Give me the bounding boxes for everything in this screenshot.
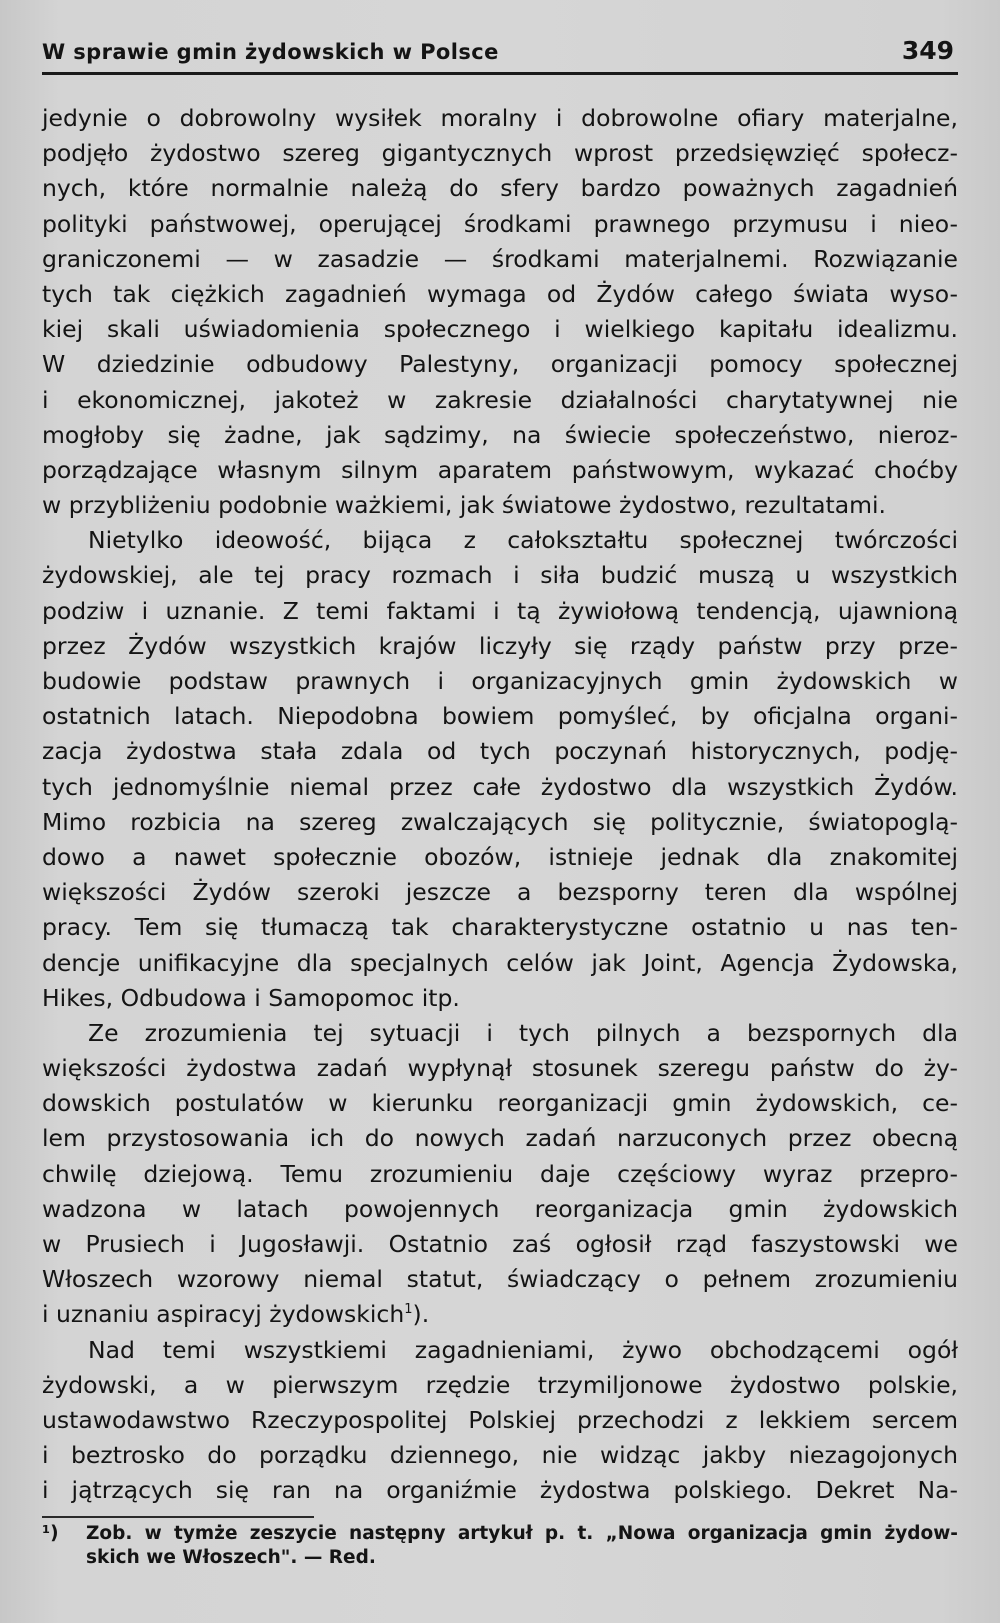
text-line: tych tak ciężkich zagadnień wymaga od Żydów całego świata wyso- (42, 279, 958, 308)
page-header (42, 36, 958, 72)
text-line: tych jednomyślnie niemal przez całe żydostwo dla wszystkich Żydów. (42, 772, 958, 801)
footnote-line: skich we Włoszech". — Red. (86, 1547, 376, 1568)
text-line: Hikes, Odbudowa i Samopomoc itp. (42, 983, 460, 1012)
text-line: i jątrzących się ran na organiźmie żydostwa polskiego. Dekret Na- (42, 1476, 958, 1505)
body-text (42, 101, 958, 1509)
footnote (42, 1522, 958, 1570)
text-line-with-footnote-ref (42, 1297, 958, 1332)
footnote-marker: ¹) (42, 1523, 59, 1544)
text-line: pracy. Tem się tłumaczą tak charakterystyczne ostatnio u nas ten- (42, 913, 958, 942)
footnote-reference: 1 (404, 1302, 413, 1318)
text-line: dowskich postulatów w kierunku reorganizacji gmin żydowskich, ce- (42, 1089, 958, 1118)
text-line: Mimo rozbicia na szereg zwalczających się politycznie, światopoglą- (42, 807, 958, 836)
page-number: 349 (901, 36, 954, 65)
text-line: jedynie o dobrowolny wysiłek moralny i dobrowolne ofiary materjalne, (42, 104, 958, 132)
text-line: większości żydostwa zadań wypłynął stosunek szeregu państw do ży- (42, 1054, 958, 1083)
text-line: żydowski, a w pierwszym rzędzie trzymiljonowe żydostwo polskie, (42, 1370, 958, 1399)
paragraph-start: Ze zrozumienia tej sytuacji i tych pilnych a bezspornych dla (88, 1018, 958, 1047)
text-line: polityki państwowej, operującej środkami prawnego przymusu i nieo- (42, 209, 958, 238)
text-line: i beztrosko do porządku dziennego, nie widząc jakby niezagojonych (42, 1441, 958, 1470)
text-line: budowie podstaw prawnych i organizacyjnych gmin żydowskich w (42, 667, 958, 695)
text-line: dowo a nawet społecznie obozów, istnieje jednak dla znakomitej (42, 842, 958, 871)
text-line: dencje unifikacyjne dla specjalnych celów jak Joint, Agencja Żydowska, (42, 948, 958, 977)
footnote-rule (42, 1516, 314, 1518)
footnote-text: Zob. w tymże zeszycie następny artykuł p. t. „Nowa organizacja gmin żydow- (86, 1523, 958, 1544)
text-line: lem przystosowania ich do nowych zadań narzuconych przez obecną (42, 1124, 958, 1153)
text-line: w przybliżeniu podobnie ważkiemi, jak światowe żydostwo, rezultatami. (42, 491, 886, 520)
text-line: wadzona w latach powojennych reorganizacja gmin żydowskich (42, 1194, 958, 1223)
text-line: ustawodawstwo Rzeczypospolitej Polskiej przechodzi z lekkiem sercem (42, 1405, 958, 1434)
paragraph-start: Nietylko ideowość, bijąca z całokształtu społecznej twórczości (88, 526, 958, 555)
text-segment: i uznaniu aspiracyj żydowskich (42, 1300, 405, 1329)
text-line: Włoszech wzorowy niemal statut, świadczący o pełnem zrozumieniu (42, 1265, 958, 1294)
text-line: kiej skali uświadomienia społecznego i wielkiego kapitału idealizmu. (42, 315, 958, 344)
text-line: ostatnich latach. Niepodobna bowiem pomyśleć, by oficjalna organi- (42, 702, 958, 731)
header-rule (42, 72, 958, 75)
text-line: porządzające własnym silnym aparatem państwowym, wykazać choćby (42, 455, 958, 484)
text-line: graniczonemi — w zasadzie — środkami materjalnemi. Rozwiązanie (42, 244, 958, 273)
text-line: mogłoby się żadne, jak sądzimy, na świecie społeczeństwo, nieroz- (42, 420, 958, 449)
text-line: chwilę dziejową. Temu zrozumieniu daje częściowy wyraz przepro- (42, 1159, 958, 1188)
paragraph-start: Nad temi wszystkiemi zagadnieniami, żywo obchodzącemi ogół (88, 1335, 958, 1364)
text-line: podjęło żydostwo szereg gigantycznych wprost przedsięwzięć społecz- (42, 139, 958, 168)
text-line: zacja żydostwa stała zdala od tych poczynań historycznych, podję- (42, 737, 958, 766)
text-line: i ekonomicznej, jakoteż w zakresie działalności charytatywnej nie (42, 385, 958, 414)
text-line: większości Żydów szeroki jeszcze a bezsporny teren dla wspólnej (42, 878, 958, 907)
text-line: przez Żydów wszystkich krajów liczyły się rządy państw przy prze- (42, 631, 958, 660)
footnote-line (42, 1522, 958, 1546)
text-line: w Prusiech i Jugosławji. Ostatnio zaś ogłosił rząd faszystowski we (42, 1230, 958, 1258)
text-line: podziw i uznanie. Z temi faktami i tą żywiołową tendencją, ujawnioną (42, 596, 958, 625)
running-title: W sprawie gmin żydowskich w Polsce (42, 40, 499, 64)
text-line: W dziedzinie odbudowy Palestyny, organizacji pomocy społecznej (42, 350, 958, 379)
text-line: żydowskiej, ale tej pracy rozmach i siła budzić muszą u wszystkich (42, 561, 958, 590)
text-segment: ). (412, 1300, 430, 1329)
text-line: nych, które normalnie należą do sfery bardzo poważnych zagadnień (42, 174, 958, 203)
